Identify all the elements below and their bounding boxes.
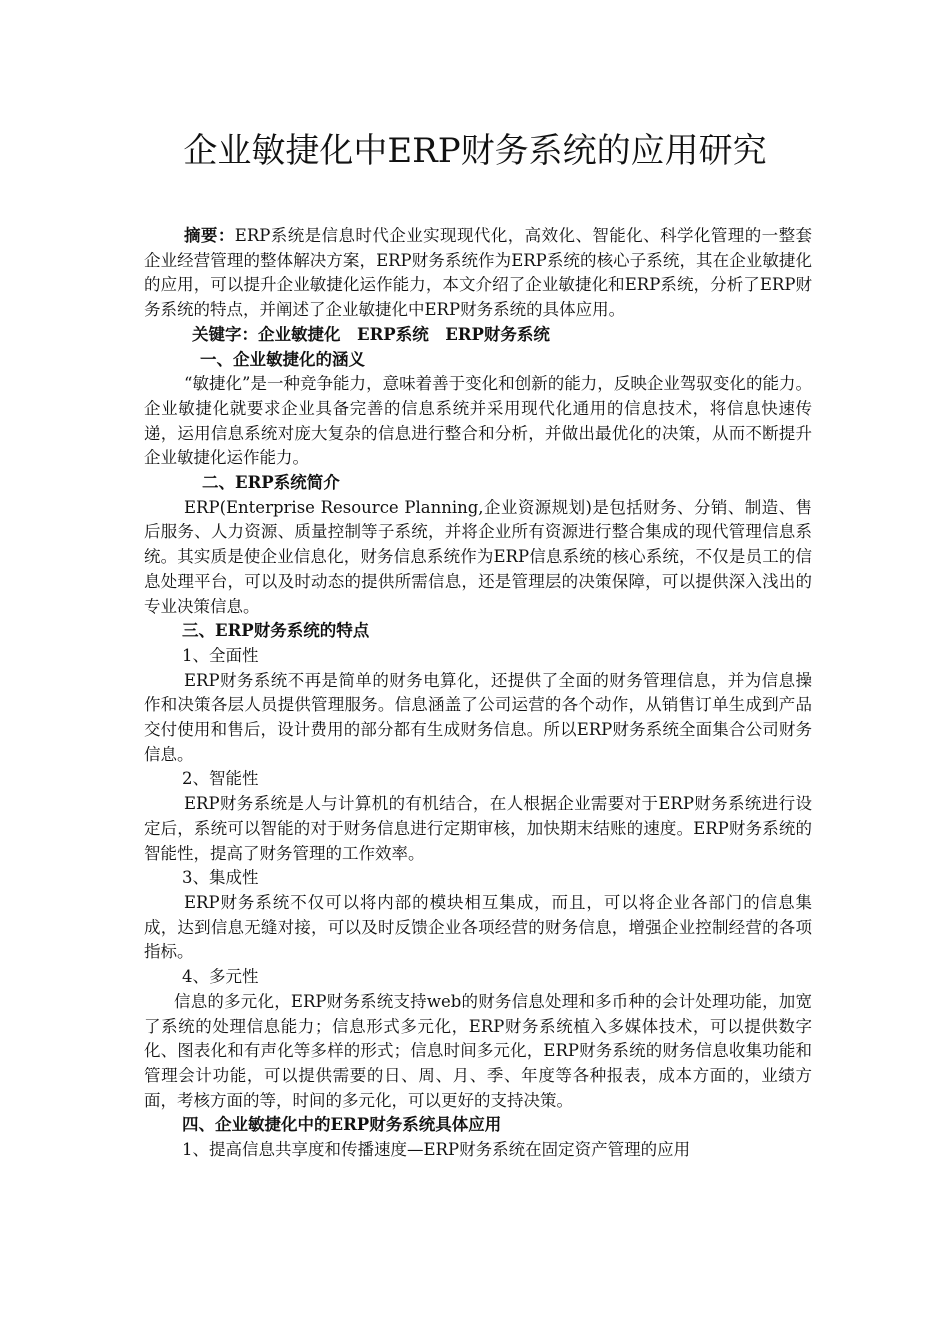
subsection-3-heading: 3、集成性 [182,868,259,888]
abstract-text: ERP系统是信息时代企业实现现代化，高效化、智能化、科学化管理的一整套企业经营管理的整体解决方案，ERP财务系统作为ERP系统的核心子系统，其在企业敏捷化的应用，可以提升企业敏捷化运作能力，本文介绍了企业敏捷化和ERP系统，分析了ERP财务系统的特点，并阐述了企业敏捷化中ERP财务系统的具体应用。 [144,226,812,320]
subsection-5-heading: 1、提高信息共享度和传播速度—ERP财务系统在固定资产管理的应用 [182,1140,691,1160]
abstract-paragraph [144,224,812,323]
subsection-4-text: 信息的多元化，ERP财务系统支持web的财务信息处理和多币种的会计处理功能，加宽了系统的处理信息能力；信息形式多元化，ERP财务系统植入多媒体技术，可以提供数字化、图表化和有声化等多样的形式；信息时间多元化，ERP财务系统的财务信息收集功能和管理会计功能，可以提供需要的日、周、月、季、年度等各种报表，成本方面的，业绩方面，考核方面的等，时间的多元化，可以更好的支持决策。 [144,991,812,1110]
document-body [144,224,812,1163]
subsection-2-heading: 2、智能性 [182,769,259,789]
section-3-heading: 三、ERP财务系统的特点 [182,621,370,641]
section-1-heading: 一、企业敏捷化的涵义 [200,349,365,369]
subsection-2-text: ERP财务系统是人与计算机的有机结合，在人根据企业需要对于ERP财务系统进行设定后，系统可以智能的对于财务信息进行定期审核，加快期末结账的速度。ERP财务系统的智能性，提高了财务管理的工作效率。 [144,794,812,863]
abstract-label: 摘要： [184,226,235,245]
section-1-text: “敏捷化”是一种竞争能力，意味着善于变化和创新的能力，反映企业驾驭变化的能力。企业敏捷化就要求企业具备完善的信息系统并采用现代化通用的信息技术，将信息快速传递，运用信息系统对庞大复杂的信息进行整合和分析，并做出最优化的决策，从而不断提升企业敏捷化运作能力。 [144,374,812,468]
section-2-heading: 二、ERP系统简介 [202,473,340,493]
document-title: 企业敏捷化中ERP财务系统的应用研究 [183,131,767,171]
subsection-4-heading: 4、多元性 [182,967,259,987]
subsection-3-text: ERP财务系统不仅可以将内部的模块相互集成，而且，可以将企业各部门的信息集成，达到信息无缝对接，可以及时反馈企业各项经营的财务信息，增强企业控制经营的各项指标。 [144,892,812,962]
keywords-line: 关键字：企业敏捷化 ERP系统 ERP财务系统 [192,324,550,344]
section-4-heading: 四、企业敏捷化中的ERP财务系统具体应用 [182,1115,502,1135]
section-2-text: ERP(Enterprise Resource Planning,企业资源规划)是包括财务、分销、制造、售后服务、人力资源、质量控制等子系统，并将企业所有资源进行整合集成的现代管理信息系统。其实质是使企业信息化，财务信息系统作为ERP信息系统的核心系统，不仅是员工的信息处理平台，可以及时动态的提供所需信息，还是管理层的决策保障，可以提供深入浅出的专业决策信息。 [144,497,812,616]
subsection-1-text: ERP财务系统不再是简单的财务电算化，还提供了全面的财务管理信息，并为信息操作和决策各层人员提供管理服务。信息涵盖了公司运营的各个动作，从销售订单生成到产品交付使用和售后，设计费用的部分都有生成财务信息。所以ERP财务系统全面集合公司财务信息。 [144,670,812,764]
subsection-1-heading: 1、全面性 [182,645,259,665]
